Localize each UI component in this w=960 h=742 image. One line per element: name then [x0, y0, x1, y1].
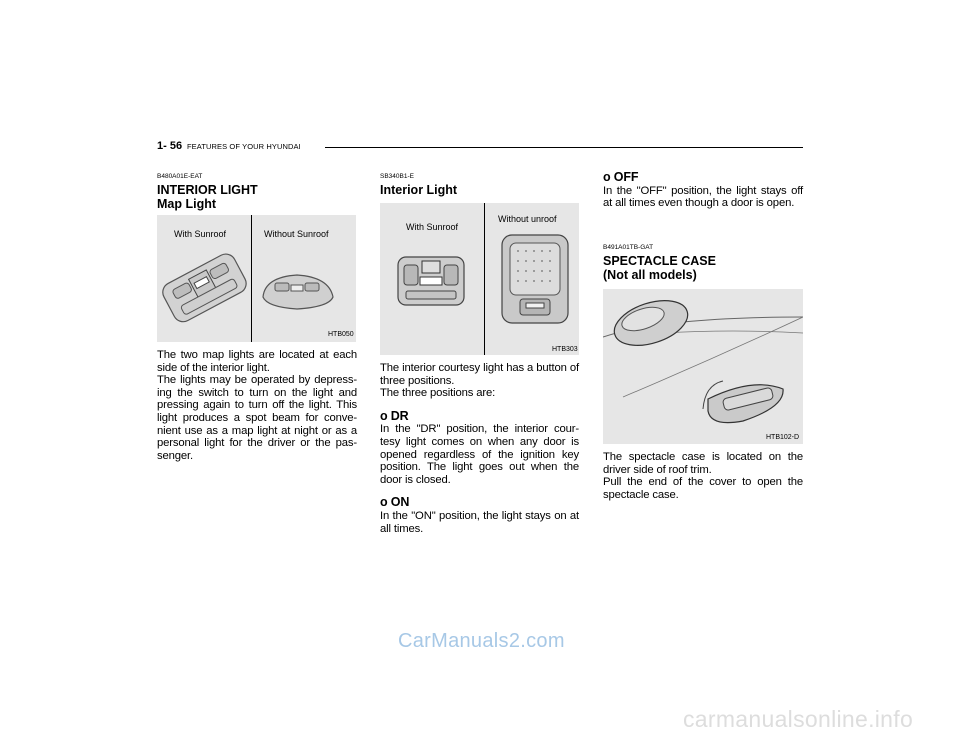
- figure-label-with-sunroof: With Sunroof: [174, 229, 227, 239]
- paragraph: The spectacle case is located on the driver side of roof trim.: [603, 451, 803, 476]
- watermark-carmanuals2[interactable]: CarManuals2.com: [398, 630, 565, 652]
- header-rule: [325, 147, 803, 148]
- heading-spectacle-case: SPECTACLE CASE: [603, 254, 716, 268]
- paragraph: The lights may be operated by depress- ing the switch to turn on the light and pressing again to turn off the light. This light produces a spot beam for conve- nient use as a map light at night or as a personal light for the driver or the pas- senger.: [157, 374, 357, 462]
- figure-map-light: [157, 215, 356, 342]
- heading-interior-light: INTERIOR LIGHT: [157, 183, 258, 197]
- subheading-off: o OFF: [603, 170, 639, 184]
- subheading-on: o ON: [380, 495, 410, 510]
- figure-label-with-sunroof: With Sunroof: [406, 222, 459, 232]
- figure-label-without-unroof: Without unroof: [498, 214, 557, 224]
- interior-light-body: [380, 362, 579, 535]
- spectacle-case-illustration: [603, 289, 803, 444]
- map-light-illustration: [157, 245, 356, 335]
- map-light-body: [157, 349, 357, 462]
- interior-light-illustration: [380, 203, 579, 355]
- paragraph: In the "DR" position, the interior cour- tesy light comes on when any door is opened regardless of the ignition key position. The light goes out when the door is closed.: [380, 423, 579, 486]
- paragraph: The three positions are:: [380, 387, 496, 400]
- spectacle-case-body: [603, 451, 803, 501]
- section-code-interior-light: SB340B1-E: [380, 173, 414, 180]
- figure-code: HTB050: [328, 331, 354, 338]
- paragraph: In the "ON" position, the light stays on at all times.: [380, 509, 579, 535]
- watermark-carmanualsonline[interactable]: carmanualsonline.info: [683, 706, 914, 732]
- figure-interior-light: [380, 203, 579, 355]
- section-code-map-light: B480A01E-EAT: [157, 173, 203, 180]
- figure-code: HTB303: [552, 346, 578, 353]
- paragraph: In the "OFF" position, the light stays off at all times even though a door is open.: [603, 184, 803, 210]
- off-position-block: [603, 171, 803, 210]
- subheading-dr: o DR: [380, 408, 409, 423]
- section-title: FEATURES OF YOUR HYUNDAI: [187, 142, 301, 151]
- heading-map-light: Map Light: [157, 197, 217, 211]
- page-number: 1- 56: [157, 140, 183, 152]
- figure-code: HTB102-D: [766, 434, 800, 441]
- figure-label-without-sunroof: Without Sunroof: [264, 229, 329, 239]
- paragraph: The interior courtesy light has a button of three positions.: [380, 362, 579, 387]
- figure-spectacle-case: [603, 289, 803, 444]
- paragraph: The two map lights are located at each side of the interior light.: [157, 349, 357, 374]
- heading-interior-light-small: Interior Light: [380, 183, 458, 197]
- paragraph: Pull the end of the cover to open the spectacle case.: [603, 476, 803, 501]
- heading-not-all-models: (Not all models): [603, 268, 697, 282]
- section-code-spectacle-case: B491A01TB-GAT: [603, 244, 654, 251]
